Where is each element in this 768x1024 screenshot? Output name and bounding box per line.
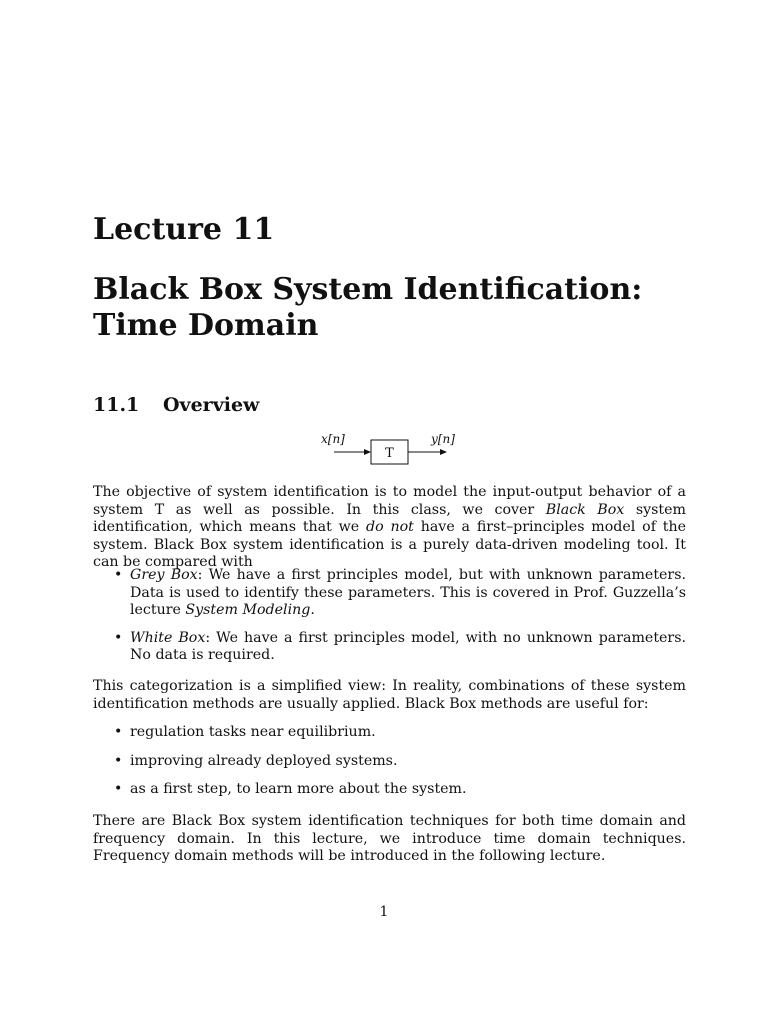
bullet-icon: •: [114, 781, 123, 798]
output-signal-label: y[n]: [431, 432, 455, 446]
section-title: Overview: [163, 394, 260, 416]
section-number: 11.1: [93, 394, 140, 416]
list-item-term: White Box: [130, 629, 206, 646]
system-block-diagram: [318, 428, 468, 468]
section-heading: [93, 392, 259, 418]
comparison-list: [93, 567, 686, 665]
list-item-text: regulation tasks near equilibrium.: [130, 724, 376, 740]
emphasis-do-not: do not: [366, 519, 414, 536]
bullet-icon: •: [114, 567, 123, 583]
list-item-text: as a first step, to learn more about the system.: [130, 781, 467, 798]
paragraph-text: have a first–principles model of the system. Black Box system identification is a purely data-driven modeling tool. It can be compared with: [93, 519, 687, 571]
input-signal-label: x[n]: [321, 432, 345, 446]
list-item: [93, 567, 686, 620]
lecture-title: [93, 272, 693, 344]
list-item-reference: System Modeling: [185, 602, 311, 619]
use-cases-list: [93, 724, 686, 799]
bullet-icon: •: [114, 752, 123, 769]
list-item-text: improving already deployed systems.: [130, 752, 398, 769]
page-number: 1: [379, 904, 389, 920]
lecture-title-line-2: Time Domain: [93, 308, 319, 343]
chapter-heading: Lecture 11: [93, 212, 275, 247]
list-item: [93, 630, 686, 665]
bullet-icon: •: [114, 629, 123, 646]
list-item: [93, 781, 686, 799]
list-item-text: : We have a first principles model, but with unknown parameters. Data is used to identify these parameters. This is covered in Prof. Guzzella’s lecture: [130, 567, 686, 619]
techniques-paragraph: There are Black Box system identification techniques for both time domain and frequency domain. In this lecture, we introduce time domain techniques. Frequency domain methods will be introduced in the following lecture.: [93, 813, 686, 865]
bullet-icon: •: [114, 724, 123, 740]
paragraph-text: The objective of system identification is to model the input-output behavior of a system T as well as possible. In this class, we cover: [93, 484, 686, 518]
list-item: [93, 724, 686, 742]
paragraph-text: system identification, which means that we: [93, 501, 686, 536]
list-item-term: Grey Box: [130, 567, 198, 583]
list-item: [93, 753, 686, 771]
emphasis-black-box: Black Box: [545, 501, 625, 518]
system-block-label: T: [385, 446, 394, 461]
overview-paragraph: [93, 484, 686, 572]
list-item-text: : We have a first principles model, with no unknown parameters. No data is required.: [130, 629, 686, 664]
lecture-title-line-1: Black Box System Identification:: [93, 272, 643, 307]
list-item-text: .: [310, 602, 315, 619]
categorization-paragraph: This categorization is a simplified view: In reality, combinations of these system identification methods are usually applied. Black Box methods are useful for:: [93, 678, 686, 712]
